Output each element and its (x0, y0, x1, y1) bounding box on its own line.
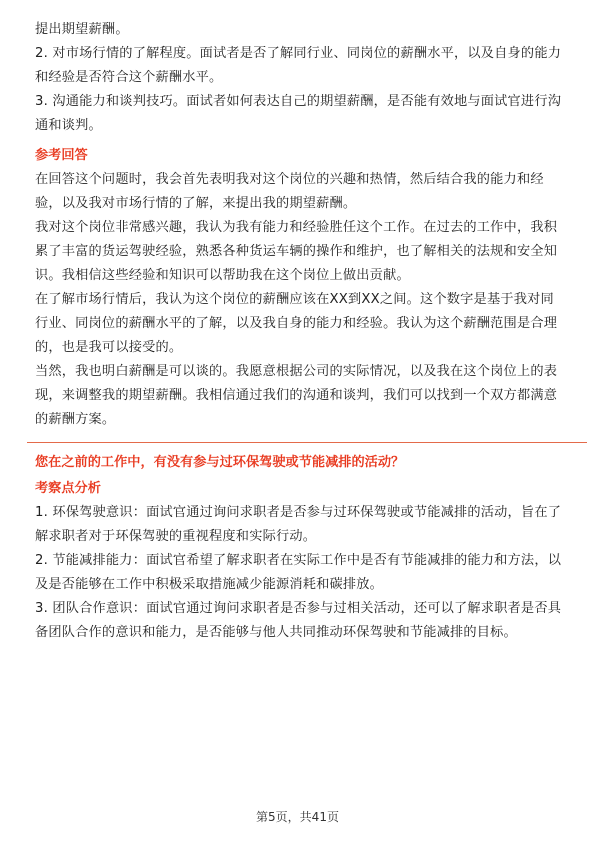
page-number: 第5页，共41页 (256, 810, 339, 824)
analysis-point-2b: 2. 节能减排能力：面试官希望了解求职者在实际工作中是否有节能减排的能力和方法，以及是否能够在工作中积极采取措施减少能源消耗和碳排放。 (35, 553, 562, 592)
analysis-point-1: 1. 环保驾驶意识：面试官通过询问求职者是否参与过环保驾驶或节能减排的活动，旨在了解求职者对于环保驾驶的重视程度和实际行动。 (35, 505, 562, 544)
continued-text: 提出期望薪酬。 (35, 22, 129, 37)
analysis-point-3: 3. 沟通能力和谈判技巧。面试者如何表达自己的期望薪酬，是否能有效地与面试官进行沟通和谈判。 (35, 94, 562, 133)
analysis-point-3b: 3. 团队合作意识：面试官通过询问求职者是否参与过相关活动，还可以了解求职者是否具备团队合作的意识和能力，是否能够与他人共同推动环保驾驶和节能减排的目标。 (35, 601, 562, 640)
answer-paragraph-3: 在了解市场行情后，我认为这个岗位的薪酬应该在XX到XX之间。这个数字是基于我对同行业、同岗位的薪酬水平的了解，以及我自身的能力和经验。我认为这个薪酬范围是合理的，也是我可以接受的。 (35, 292, 558, 355)
answer-paragraph-4: 当然，我也明白薪酬是可以谈的。我愿意根据公司的实际情况，以及我在这个岗位上的表现，来调整我的期望薪酬。我相信通过我们的沟通和谈判，我们可以找到一个双方都满意的薪酬方案。 (35, 364, 558, 427)
answer-heading: 参考回答 (35, 148, 88, 163)
answer-paragraph-2: 我对这个岗位非常感兴趣，我认为我有能力和经验胜任这个工作。在过去的工作中，我积累了丰富的货运驾驶经验，熟悉各种货运车辆的操作和维护，也了解相关的法规和安全知识。我相信这些经验和知识可以帮助我在这个岗位上做出贡献。 (35, 220, 558, 283)
answer-paragraph-1: 在回答这个问题时，我会首先表明我对这个岗位的兴趣和热情，然后结合我的能力和经验，以及我对市场行情的了解，来提出我的期望薪酬。 (35, 172, 544, 211)
interview-question: 您在之前的工作中，有没有参与过环保驾驶或节能减排的活动？ (35, 455, 405, 470)
analysis-heading: 考察点分析 (35, 481, 101, 496)
analysis-point-2: 2. 对市场行情的了解程度。面试者是否了解同行业、同岗位的薪酬水平，以及自身的能力和经验是否符合这个薪酬水平。 (35, 46, 562, 85)
section-divider (27, 442, 587, 443)
page-content (35, 18, 565, 645)
